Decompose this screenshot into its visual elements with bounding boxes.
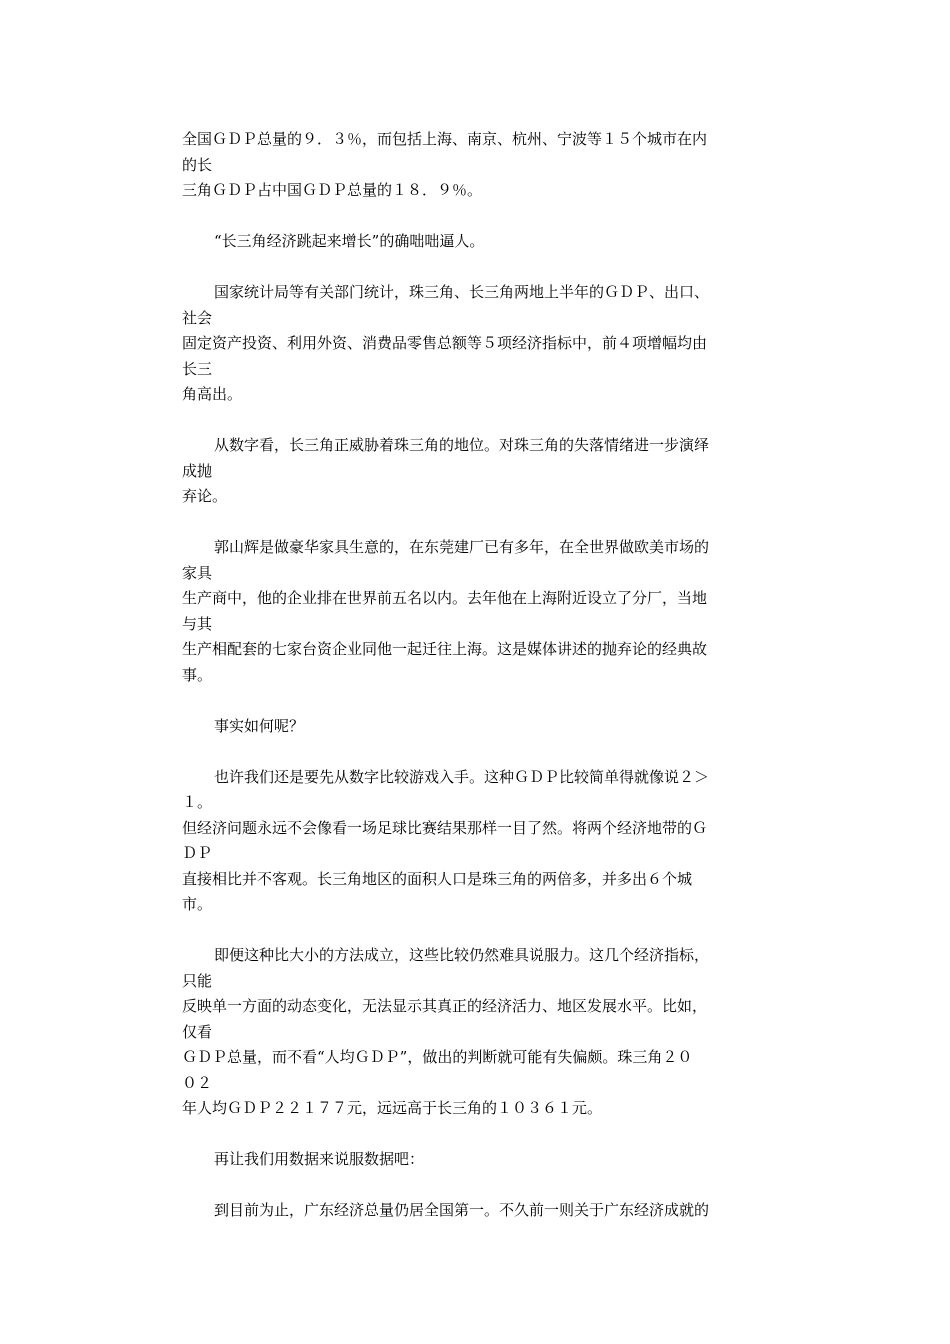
text-line: １。 bbox=[182, 793, 213, 811]
text-line: 三角ＧＤＰ占中国ＧＤＰ总量的１８．９％。 bbox=[182, 181, 483, 199]
text-line: 事实如何呢？ bbox=[214, 716, 305, 735]
paragraph-8 bbox=[182, 943, 782, 1122]
text-line: 市。 bbox=[182, 895, 213, 913]
paragraph-5 bbox=[182, 535, 782, 688]
text-line: 国家统计局等有关部门统计，珠三角、长三角两地上半年的ＧＤＰ、出口、 bbox=[214, 283, 710, 301]
text-line: ０２ bbox=[182, 1073, 213, 1092]
text-line: 全国ＧＤＰ总量的９．３％，而包括上海、南京、杭州、宁波等１５个城市在内 bbox=[182, 130, 708, 148]
paragraph-10 bbox=[182, 1198, 782, 1224]
text-line: 家具 bbox=[182, 563, 213, 582]
text-line: 反映单一方面的动态变化，无法显示其真正的经济活力、地区发展水平。比如， bbox=[182, 997, 708, 1015]
text-line: 年人均ＧＤＰ２２１７７元，远远高于长三角的１０３６１元。 bbox=[182, 1099, 603, 1117]
text-line: ＤＰ bbox=[182, 844, 213, 862]
paragraph-7 bbox=[182, 765, 782, 918]
text-line: 固定资产投资、利用外资、消费品零售总额等５项经济指标中，前４项增幅均由 bbox=[182, 334, 708, 352]
text-line: 仅看 bbox=[182, 1022, 213, 1041]
text-line: 再让我们用数据来说服数据吧： bbox=[214, 1150, 425, 1168]
text-line: ＧＤＰ总量，而不看“人均ＧＤＰ”，做出的判断就可能有失偏颇。珠三角２０ bbox=[182, 1048, 693, 1066]
paragraph-2 bbox=[182, 229, 782, 255]
text-line: 事。 bbox=[182, 665, 213, 684]
text-line: 社会 bbox=[182, 308, 213, 327]
text-line: 生产相配套的七家台资企业同他一起迁往上海。这是媒体讲述的抛弃论的经典故 bbox=[182, 640, 708, 658]
text-line: 到目前为止，广东经济总量仍居全国第一。不久前一则关于广东经济成就的 bbox=[214, 1201, 710, 1219]
text-line: 生产商中，他的企业排在世界前五名以内。去年他在上海附近设立了分厂，当地 bbox=[182, 589, 708, 607]
text-line: 只能 bbox=[182, 971, 213, 990]
paragraph-4 bbox=[182, 433, 782, 510]
paragraph-9 bbox=[182, 1147, 782, 1173]
text-line: 即便这种比大小的方法成立，这些比较仍然难具说服力。这几个经济指标， bbox=[214, 946, 710, 964]
paragraph-6 bbox=[182, 714, 782, 740]
text-line: 与其 bbox=[182, 614, 213, 633]
text-line: 弃论。 bbox=[182, 487, 228, 505]
paragraph-1 bbox=[182, 127, 782, 204]
text-line: “长三角经济跳起来增长”的确咄咄逼人。 bbox=[214, 232, 485, 250]
paragraph-3 bbox=[182, 280, 782, 408]
text-line: 也许我们还是要先从数字比较游戏入手。这种ＧＤＰ比较简单得就像说２＞ bbox=[214, 767, 710, 786]
text-line: 的长 bbox=[182, 155, 213, 174]
text-line: 成抛 bbox=[182, 461, 213, 480]
text-line: 角高出。 bbox=[182, 385, 243, 403]
text-line: 郭山辉是做豪华家具生意的，在东莞建厂已有多年，在全世界做欧美市场的 bbox=[214, 538, 710, 556]
text-line: 长三 bbox=[182, 359, 213, 378]
text-line: 从数字看，长三角正威胁着珠三角的地位。对珠三角的失落情绪进一步演绎 bbox=[214, 436, 710, 454]
text-line: 但经济问题永远不会像看一场足球比赛结果那样一目了然。将两个经济地带的Ｇ bbox=[182, 818, 708, 837]
article-body bbox=[182, 127, 782, 1249]
text-line: 直接相比并不客观。长三角地区的面积人口是珠三角的两倍多，并多出６个城 bbox=[182, 869, 693, 888]
